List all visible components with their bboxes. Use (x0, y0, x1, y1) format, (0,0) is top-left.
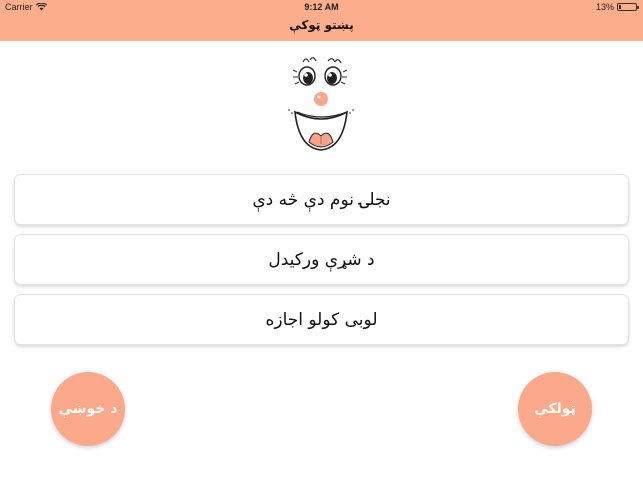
page-title: پښتو ټوکې (289, 18, 354, 32)
status-bar (0, 0, 643, 14)
top-bar (0, 0, 643, 41)
battery-fill (619, 5, 621, 9)
favorites-button[interactable] (51, 372, 125, 446)
option-1[interactable] (14, 174, 629, 225)
carrier-label: Carrier (5, 2, 33, 12)
option-3-label: لوبی کولو اجازه (265, 309, 378, 330)
battery-percent: 13% (595, 2, 614, 12)
favorites-button-label: د خوښې (58, 401, 118, 417)
option-2-label: د شړې ورکیدل (268, 249, 375, 270)
all-jokes-button[interactable] (518, 372, 592, 446)
option-3[interactable] (14, 294, 629, 345)
status-time: 9:12 AM (304, 2, 339, 12)
battery-group (596, 2, 637, 12)
option-2[interactable] (14, 234, 629, 285)
battery-icon (617, 3, 637, 11)
option-1-label: نجلۍ نوم دې څه دې (252, 190, 391, 210)
smiley-face-icon (283, 56, 363, 156)
all-jokes-button-label: ټولکې (534, 401, 576, 417)
